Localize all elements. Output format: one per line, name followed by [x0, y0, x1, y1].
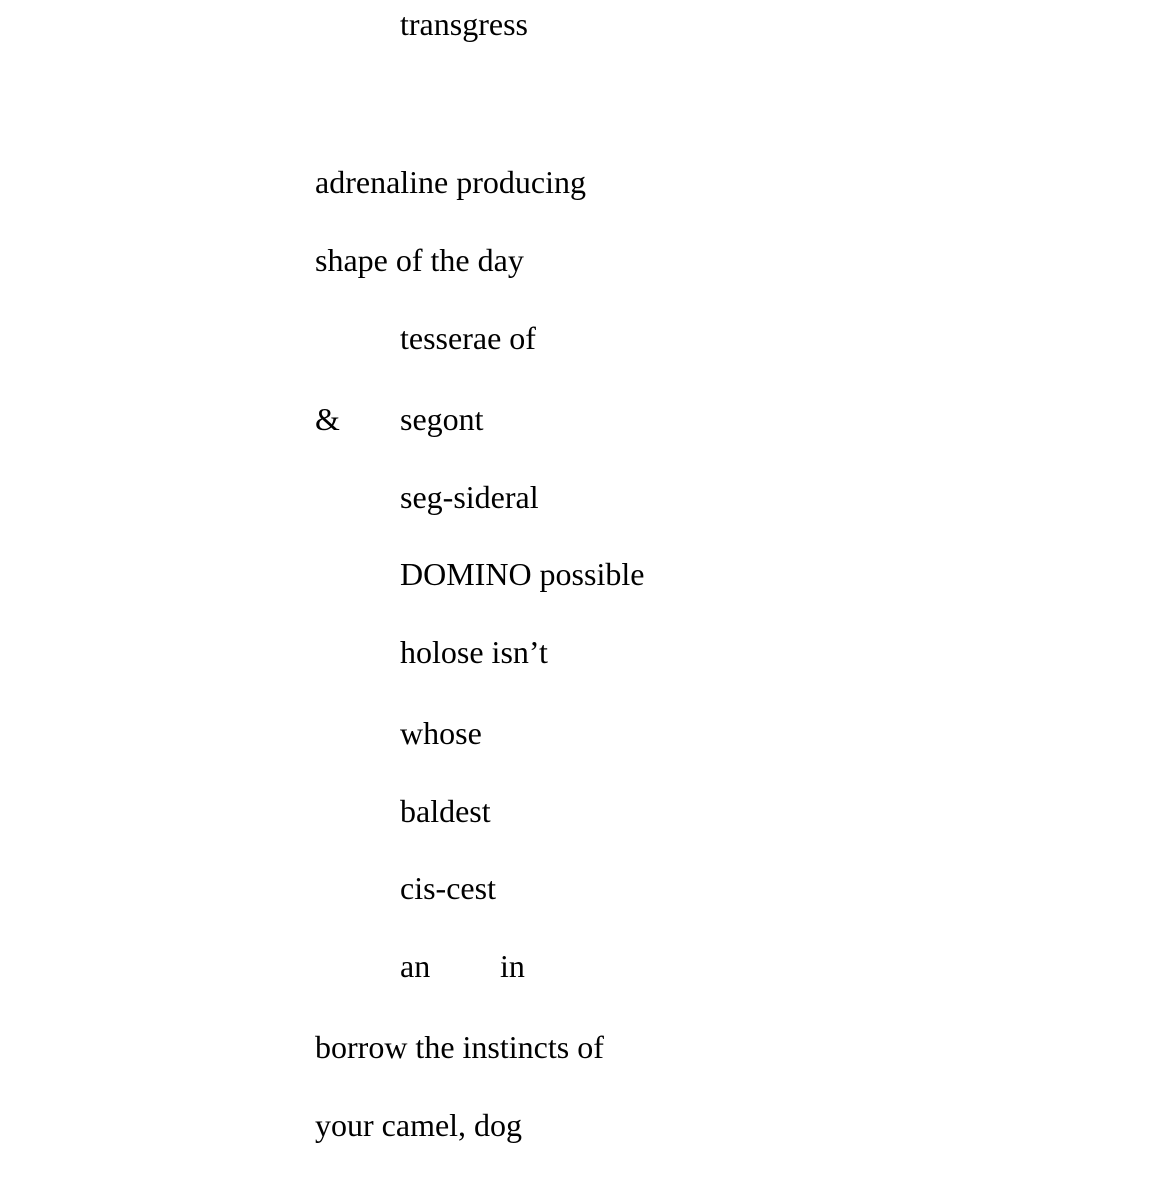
poem-line: your camel, dog [315, 1107, 523, 1143]
poem-line: cis-cest [400, 870, 496, 906]
ampersand-mark: & [315, 401, 340, 437]
poem-line: whose [400, 715, 482, 751]
poem-line: tesserae of [400, 320, 536, 356]
poem-line: segont [400, 401, 484, 437]
poem-line: adrenaline producing [315, 164, 586, 200]
poem-line: holose isn’t [400, 634, 548, 670]
poem-line: borrow the instincts of [315, 1029, 604, 1065]
poem-line: an [400, 948, 431, 984]
poem-line: DOMINO possible [400, 556, 645, 592]
poem-line: transgress [400, 6, 528, 42]
poem-word: in [500, 948, 525, 984]
poem-line: shape of the day [315, 242, 524, 278]
poem-line: baldest [400, 793, 491, 829]
poem-line: seg-sideral [400, 479, 539, 515]
